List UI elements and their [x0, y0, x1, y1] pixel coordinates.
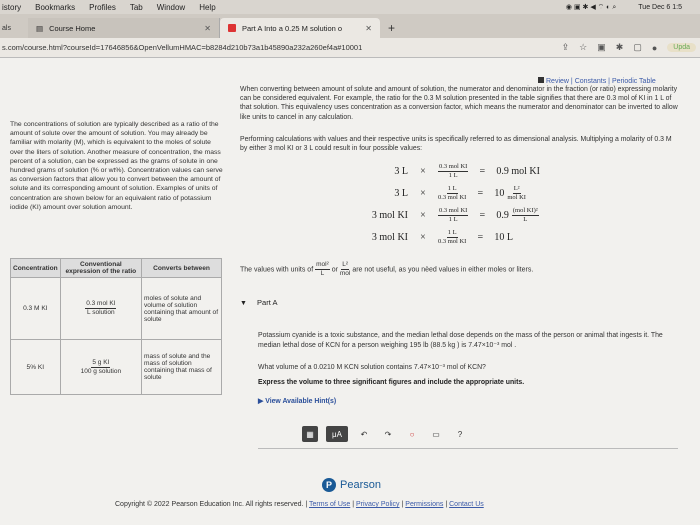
fraction: $\frac{\text{5 g KI}}{\text{100 g solution}}$ — [80, 358, 122, 375]
extension-icon[interactable]: ▣ — [597, 42, 606, 52]
tab-label: Course Home — [49, 23, 96, 33]
concentration-table — [10, 258, 222, 395]
menu-help[interactable]: Help — [199, 2, 216, 12]
answer-input-area[interactable] — [258, 448, 678, 488]
equation-row — [350, 185, 526, 202]
question-instructions: Express the volume to three significant figures and include the appropriate units. — [258, 379, 525, 386]
equation-row — [350, 163, 540, 180]
new-tab-button[interactable]: + — [388, 21, 396, 35]
question-prompt: What volume of a 0.0210 M KCN solution contains 7.47×10⁻³ mol of KCN? — [258, 364, 486, 371]
tab-bar — [0, 14, 700, 38]
eq-equals: = — [477, 232, 484, 243]
caret-right-icon: ▶ — [258, 398, 266, 405]
url-field[interactable]: s.com/course.html?courseId=17646856&OpenVellumHMAC=b8284d210b73a1b45890a232a260ef4a#10001 — [2, 43, 363, 52]
undo-button[interactable]: ↶ — [360, 429, 368, 439]
eq-fraction: $\frac{\text{0.3 mol KI}}{1 L}$ — [439, 163, 468, 179]
eq-result: 10 L — [494, 232, 513, 243]
puzzle-icon[interactable]: ✱ — [615, 42, 624, 52]
eq-result: 10 — [494, 188, 505, 199]
eq-op: × — [420, 232, 426, 243]
resource-links — [538, 77, 656, 85]
view-hints-link[interactable] — [258, 397, 336, 405]
separator: | — [570, 78, 573, 85]
review-link[interactable]: Review — [546, 78, 569, 85]
bookmark-icon[interactable]: ☆ — [579, 42, 588, 52]
menu-bar — [0, 0, 700, 14]
page-icon: ▤ — [36, 23, 44, 33]
dimensional-analysis-paragraph: Performing calculations with values and their respective units is specifically referred to as dimensional analysis. Multiplying a molarity of 0.3 M by either 3 mol KI or 3 L could result in four possible values: — [240, 136, 672, 153]
table-row — [11, 340, 222, 395]
table-cell: moles of solute and volume of solution containing that amount of solute — [142, 278, 222, 340]
close-icon[interactable]: ✕ — [365, 23, 372, 33]
eq-result: 0.9 mol KI — [496, 166, 540, 177]
reset-button[interactable]: ○ — [409, 429, 415, 439]
eq-result: 0.9 — [496, 210, 509, 221]
copyright-text: Copyright © 2022 Pearson Education Inc. All rights reserved. — [115, 501, 304, 508]
table-cell — [60, 340, 141, 395]
units-note: The values with units of $\frac{\text{mol²}}{L}$ or $\frac{\text{L²}}{\text{mol}}$ are not useful, as you nèed values in either moles or liters. — [240, 261, 534, 277]
table-cell — [60, 278, 141, 340]
eq-equals: = — [479, 166, 486, 177]
units-button[interactable]: μA — [326, 426, 348, 442]
privacy-link[interactable]: Privacy Policy — [355, 501, 400, 508]
table-cell: 0.3 M KI — [11, 278, 61, 340]
eq-lhs: 3 mol KI — [371, 232, 408, 243]
tab-part-a[interactable] — [220, 18, 380, 38]
fraction: $\frac{\text{0.3 mol KI}}{\text{L solution}}$ — [86, 300, 116, 316]
terms-link[interactable]: Terms of Use — [309, 501, 351, 508]
keyboard-button[interactable]: ▭ — [432, 429, 440, 439]
hints-label: View Available Hint(s) — [265, 398, 337, 405]
table-header: Converts between — [142, 259, 222, 278]
footer: Copyright © 2022 Pearson Education Inc. All rights reserved. | Terms of Use | Privacy Policy | Permissions | Contact Us — [115, 501, 484, 508]
table-row — [11, 278, 222, 340]
eq-equals: = — [477, 188, 484, 199]
answer-toolbar — [302, 426, 468, 442]
eq-fraction: $\frac{1 L}{\text{0.3 mol KI}}$ — [438, 229, 467, 245]
contact-link[interactable]: Contact Us — [449, 501, 484, 508]
eq-equals: = — [479, 210, 486, 221]
constants-link[interactable]: Constants — [574, 78, 607, 85]
periodic-table-link[interactable]: Periodic Table — [611, 78, 656, 85]
table-header: Concentration — [11, 259, 61, 278]
redo-button[interactable]: ↷ — [384, 429, 392, 439]
table-cell: 5% KI — [11, 340, 61, 395]
tab-stub[interactable]: als — [2, 24, 11, 32]
templates-button[interactable]: ▦ — [302, 426, 318, 442]
pearson-name: Pearson — [340, 479, 381, 491]
part-a-header[interactable] — [240, 298, 277, 307]
close-icon[interactable]: ✕ — [204, 23, 211, 33]
equation-row — [350, 207, 539, 224]
pearson-favicon-icon — [228, 24, 236, 32]
eq-op: × — [420, 210, 426, 221]
window-icon[interactable]: ▢ — [633, 42, 642, 52]
menu-bookmarks[interactable]: Bookmarks — [35, 2, 76, 12]
eq-lhs: 3 L — [394, 188, 408, 199]
tab-label: Part A Into a 0.25 M solution o — [242, 23, 343, 33]
status-icons: ◉ ▣ ✱ ◀ ⌔ ◐ ⌕ — [565, 3, 617, 11]
share-icon[interactable]: ⇪ — [561, 42, 570, 52]
eq-lhs: 3 mol KI — [371, 210, 408, 221]
address-bar — [0, 38, 700, 58]
intro-paragraph: When converting between amount of solute and amount of solution, the numerator and denominator in the fraction (or ratio) expressing molarity can be considered equivalent. For example, the ratio for the 0.3 M solution presented in the table signifies that there are 0.3 mol of KI in 1 L of that solution. This equivalency uses concentration as a conversion factor, which means the numerator and denominator can be inverted to allow like units to cancel in any calculation. — [240, 86, 678, 121]
clock: Tue Dec 6 1:5 — [638, 3, 682, 11]
review-icon — [538, 77, 544, 83]
menu-window[interactable]: Window — [156, 2, 186, 12]
update-button[interactable]: Upda — [667, 43, 696, 52]
eq-lhs: 3 L — [394, 166, 408, 177]
menu-tab[interactable]: Tab — [129, 2, 143, 12]
question-text: Potassium cyanide is a toxic substance, and the median lethal dose depends on the mass of the person or animal that ingests it. The median lethal dose of KCN for a person weighing 195 lb (88.5 kg ) is 7.47×10⁻³ mol . — [258, 332, 663, 349]
eq-result-fraction: $\frac{\text{(mol KI)²}}{L}$ — [512, 207, 538, 223]
tab-course-home[interactable] — [28, 18, 220, 38]
separator: | — [608, 78, 610, 85]
permissions-link[interactable]: Permissions — [405, 501, 444, 508]
help-button[interactable]: ? — [457, 429, 463, 439]
part-a-label: Part A — [257, 298, 278, 307]
table-cell: mass of solute and the mass of solution containing that mass of solute — [142, 340, 222, 395]
menu-history[interactable]: istory — [2, 2, 22, 12]
eq-fraction: $\frac{1 L}{\text{0.3 mol KI}}$ — [438, 185, 467, 201]
eq-result-fraction: $\frac{\text{L²}}{\text{mol KI}}$ — [507, 185, 526, 201]
equation-row — [350, 229, 513, 246]
eq-op: × — [420, 166, 426, 177]
menu-profiles[interactable]: Profiles — [89, 2, 116, 12]
page-content — [0, 58, 700, 525]
caret-down-icon: ▼ — [240, 300, 247, 307]
pearson-logo — [322, 478, 381, 492]
table-header: Conventional expression of the ratio — [60, 259, 141, 278]
eq-op: × — [420, 188, 426, 199]
profile-icon[interactable]: ● — [651, 42, 658, 53]
eq-fraction: $\frac{\text{0.3 mol KI}}{1 L}$ — [439, 207, 468, 223]
pearson-mark: P — [322, 478, 336, 492]
left-intro-text: The concentrations of solution are typically described as a ratio of the amount of solute over the amount of solution. You may already be familiar with molarity (M), which is equivalent to the moles of solute over the liters of solution. Another measure of concentration, the mass percent of a solution, can be expressed as the grams of solute in one hundred grams of solution (% or wt%). Concentration values can serve as conversion factors that allow you to convert between the amount of solute and its corresponding amount of solution. Examples of units of concentration are shown below for an equivalent ratio of potassium iodide (KI) amount over solution amount. — [10, 121, 223, 211]
